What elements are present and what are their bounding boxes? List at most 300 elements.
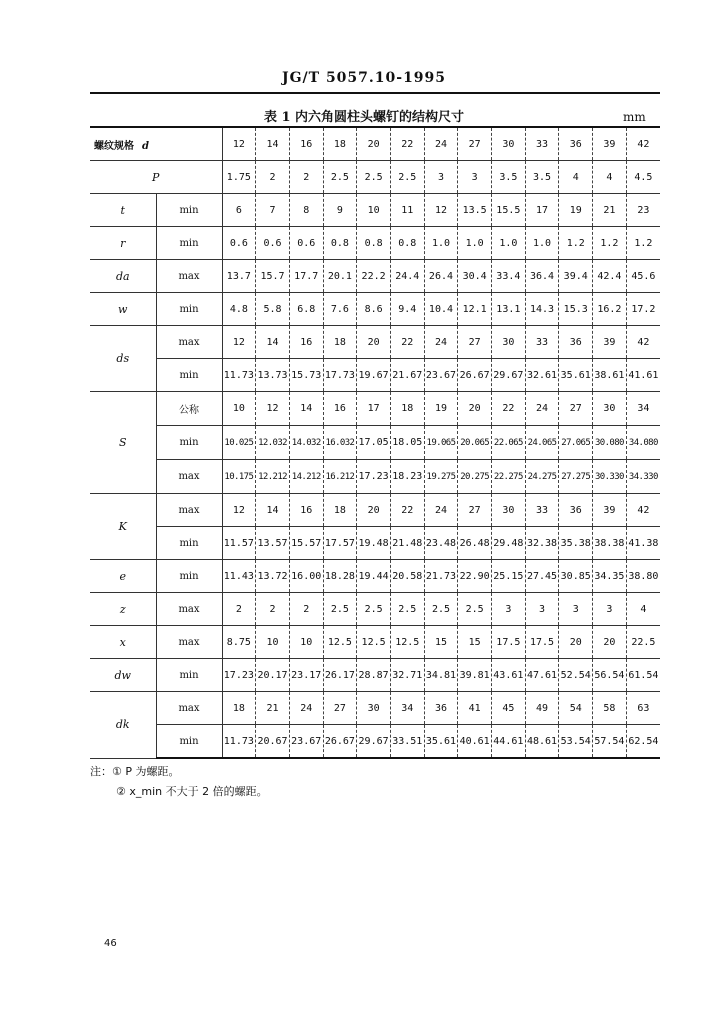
value-cell: 1.75 [222,161,256,194]
value-cell: 27.45 [525,560,559,593]
value-cell: 26.67 [323,725,357,759]
value-cell: 34.35 [593,560,627,593]
row-limit-label: max [156,692,222,725]
value-cell: 42 [626,494,660,527]
value-cell: 0.6 [222,227,256,260]
value-cell: 1.2 [593,227,627,260]
value-cell: 17.5 [492,626,526,659]
value-cell: 10 [357,194,391,227]
value-cell: 6 [222,194,256,227]
row-symbol: r [90,227,156,260]
value-cell: 16 [289,326,323,359]
value-cell: 43.61 [492,659,526,692]
value-cell: 19.48 [357,527,391,560]
row-symbol: da [90,260,156,293]
size-header-cell: 42 [626,127,660,161]
value-cell: 12.5 [323,626,357,659]
value-cell: 21 [256,692,290,725]
value-cell: 3 [525,593,559,626]
value-cell: 18.28 [323,560,357,593]
table-row [90,527,660,560]
value-cell: 14.032 [289,426,323,460]
row-symbol: dk [90,692,156,759]
value-cell: 29.67 [357,725,391,759]
value-cell: 19.275 [424,460,458,494]
value-cell: 15 [424,626,458,659]
value-cell: 24.275 [525,460,559,494]
value-cell: 3.5 [525,161,559,194]
value-cell: 16 [323,392,357,426]
value-cell: 19 [424,392,458,426]
value-cell: 32.71 [390,659,424,692]
note-1: 注：① P 为螺距。 [90,765,180,778]
value-cell: 20.1 [323,260,357,293]
value-cell: 22.5 [626,626,660,659]
row-limit-label: max [156,626,222,659]
value-cell: 21 [593,194,627,227]
table-notes [90,762,268,802]
value-cell: 1.0 [492,227,526,260]
value-cell: 41 [458,692,492,725]
value-cell: 30 [492,326,526,359]
size-header-cell: 18 [323,127,357,161]
value-cell: 16.2 [593,293,627,326]
value-cell: 17.23 [357,460,391,494]
table-row [90,392,660,426]
value-cell: 13.73 [256,359,290,392]
value-cell: 2.5 [323,593,357,626]
row-limit-label: min [156,560,222,593]
table-row [90,426,660,460]
value-cell: 17.2 [626,293,660,326]
value-cell: 15.73 [289,359,323,392]
row-symbol: K [90,494,156,560]
size-header-cell: 20 [357,127,391,161]
value-cell: 3 [492,593,526,626]
value-cell: 56.54 [593,659,627,692]
value-cell: 3.5 [492,161,526,194]
table-row [90,692,660,725]
value-cell: 33.4 [492,260,526,293]
value-cell: 33.51 [390,725,424,759]
value-cell: 12.032 [256,426,290,460]
table-row [90,626,660,659]
value-cell: 16.032 [323,426,357,460]
page-number: 46 [104,938,117,949]
value-cell: 13.57 [256,527,290,560]
value-cell: 26.67 [458,359,492,392]
value-cell: 10 [222,392,256,426]
value-cell: 13.7 [222,260,256,293]
value-cell: 4.8 [222,293,256,326]
thread-spec-symbol: d [142,140,149,152]
value-cell: 53.54 [559,725,593,759]
value-cell: 36 [559,326,593,359]
row-limit-label: min [156,359,222,392]
row-symbol: P [90,161,222,194]
table-row [90,593,660,626]
value-cell: 20.67 [256,725,290,759]
value-cell: 52.54 [559,659,593,692]
value-cell: 27 [458,494,492,527]
value-cell: 17 [357,392,391,426]
row-limit-label: min [156,527,222,560]
value-cell: 8.75 [222,626,256,659]
value-cell: 22.2 [357,260,391,293]
size-header-cell: 30 [492,127,526,161]
value-cell: 1.0 [525,227,559,260]
row-limit-label: min [156,194,222,227]
value-cell: 30 [593,392,627,426]
value-cell: 14.212 [289,460,323,494]
value-cell: 34 [390,692,424,725]
standard-number: JG/T 5057.10-1995 [281,70,447,86]
value-cell: 27 [559,392,593,426]
row-limit-label: min [156,293,222,326]
value-cell: 24.065 [525,426,559,460]
value-cell: 13.1 [492,293,526,326]
size-header-cell: 14 [256,127,290,161]
value-cell: 10.175 [222,460,256,494]
value-cell: 27 [458,326,492,359]
value-cell: 20 [458,392,492,426]
value-cell: 35.61 [424,725,458,759]
value-cell: 33 [525,494,559,527]
value-cell: 16.212 [323,460,357,494]
value-cell: 61.54 [626,659,660,692]
value-cell: 9 [323,194,357,227]
size-header-cell: 36 [559,127,593,161]
value-cell: 24 [525,392,559,426]
value-cell: 11.43 [222,560,256,593]
value-cell: 36 [424,692,458,725]
value-cell: 39 [593,494,627,527]
value-cell: 10 [289,626,323,659]
row-limit-label: max [156,593,222,626]
value-cell: 0.6 [289,227,323,260]
value-cell: 14.3 [525,293,559,326]
value-cell: 32.61 [525,359,559,392]
value-cell: 24.4 [390,260,424,293]
value-cell: 17.05 [357,426,391,460]
value-cell: 10.4 [424,293,458,326]
value-cell: 17.5 [525,626,559,659]
value-cell: 2.5 [323,161,357,194]
value-cell: 0.8 [323,227,357,260]
value-cell: 34.080 [626,426,660,460]
value-cell: 2 [289,161,323,194]
value-cell: 26.48 [458,527,492,560]
row-symbol: x [90,626,156,659]
value-cell: 2.5 [390,161,424,194]
table-row [90,293,660,326]
value-cell: 36 [559,494,593,527]
value-cell: 21.48 [390,527,424,560]
value-cell: 12 [222,326,256,359]
value-cell: 6.8 [289,293,323,326]
value-cell: 49 [525,692,559,725]
row-limit-label: max [156,326,222,359]
value-cell: 12.5 [357,626,391,659]
value-cell: 2.5 [357,593,391,626]
value-cell: 8 [289,194,323,227]
size-header-cell: 33 [525,127,559,161]
value-cell: 2.5 [424,593,458,626]
value-cell: 45.6 [626,260,660,293]
value-cell: 30 [492,494,526,527]
thread-spec-label: 螺纹规格 [94,140,134,152]
value-cell: 12.5 [390,626,424,659]
value-cell: 54 [559,692,593,725]
value-cell: 26.17 [323,659,357,692]
value-cell: 20.17 [256,659,290,692]
value-cell: 48.61 [525,725,559,759]
value-cell: 23.67 [289,725,323,759]
value-cell: 14 [289,392,323,426]
value-cell: 2.5 [458,593,492,626]
value-cell: 1.2 [626,227,660,260]
value-cell: 18 [222,692,256,725]
value-cell: 58 [593,692,627,725]
value-cell: 4.5 [626,161,660,194]
table-row [90,494,660,527]
value-cell: 10 [256,626,290,659]
value-cell: 57.54 [593,725,627,759]
table-row [90,227,660,260]
value-cell: 18 [390,392,424,426]
value-cell: 20.275 [458,460,492,494]
value-cell: 4 [593,161,627,194]
table-row [90,560,660,593]
value-cell: 12 [256,392,290,426]
row-limit-label: max [156,460,222,494]
value-cell: 22.065 [492,426,526,460]
row-symbol: e [90,560,156,593]
table-row [90,161,660,194]
value-cell: 11.73 [222,359,256,392]
value-cell: 23 [626,194,660,227]
value-cell: 15.5 [492,194,526,227]
value-cell: 23.48 [424,527,458,560]
row-symbol: w [90,293,156,326]
value-cell: 42.4 [593,260,627,293]
value-cell: 19.44 [357,560,391,593]
value-cell: 23.67 [424,359,458,392]
value-cell: 12 [222,494,256,527]
value-cell: 30.4 [458,260,492,293]
header-rule [90,92,660,94]
value-cell: 10.025 [222,426,256,460]
row-limit-label: min [156,426,222,460]
table-row [90,326,660,359]
table-row [90,260,660,293]
value-cell: 13.72 [256,560,290,593]
value-cell: 39.4 [559,260,593,293]
value-cell: 29.67 [492,359,526,392]
value-cell: 12 [424,194,458,227]
value-cell: 20 [357,326,391,359]
size-header-cell: 39 [593,127,627,161]
size-header-cell: 16 [289,127,323,161]
value-cell: 0.8 [390,227,424,260]
value-cell: 12.212 [256,460,290,494]
value-cell: 29.48 [492,527,526,560]
table-row [90,659,660,692]
value-cell: 19.065 [424,426,458,460]
value-cell: 2.5 [357,161,391,194]
value-cell: 17.57 [323,527,357,560]
value-cell: 34.330 [626,460,660,494]
value-cell: 17.23 [222,659,256,692]
value-cell: 1.2 [559,227,593,260]
value-cell: 63 [626,692,660,725]
value-cell: 20 [559,626,593,659]
value-cell: 20 [357,494,391,527]
value-cell: 35.61 [559,359,593,392]
unit-label: mm [623,110,646,124]
value-cell: 28.87 [357,659,391,692]
row-symbol: t [90,194,156,227]
table-row [90,725,660,759]
value-cell: 22.90 [458,560,492,593]
row-limit-label: 公称 [156,392,222,426]
value-cell: 30.080 [593,426,627,460]
value-cell: 38.61 [593,359,627,392]
row-limit-label: max [156,494,222,527]
value-cell: 2 [256,593,290,626]
value-cell: 14 [256,326,290,359]
value-cell: 0.6 [256,227,290,260]
value-cell: 41.61 [626,359,660,392]
value-cell: 7 [256,194,290,227]
table-header-row [90,127,660,161]
row-symbol: z [90,593,156,626]
value-cell: 17.73 [323,359,357,392]
value-cell: 7.6 [323,293,357,326]
value-cell: 18 [323,326,357,359]
size-header-cell: 27 [458,127,492,161]
value-cell: 15 [458,626,492,659]
value-cell: 38.38 [593,527,627,560]
value-cell: 16 [289,494,323,527]
value-cell: 21.73 [424,560,458,593]
note-2: ② x_min 不大于 2 倍的螺距。 [116,785,268,798]
row-symbol: dw [90,659,156,692]
size-header-cell: 24 [424,127,458,161]
value-cell: 47.61 [525,659,559,692]
value-cell: 32.38 [525,527,559,560]
value-cell: 36.4 [525,260,559,293]
value-cell: 15.57 [289,527,323,560]
value-cell: 38.80 [626,560,660,593]
value-cell: 25.15 [492,560,526,593]
value-cell: 20.065 [458,426,492,460]
value-cell: 62.54 [626,725,660,759]
value-cell: 8.6 [357,293,391,326]
value-cell: 15.3 [559,293,593,326]
value-cell: 33 [525,326,559,359]
row-symbol: ds [90,326,156,392]
value-cell: 9.4 [390,293,424,326]
value-cell: 16.00 [289,560,323,593]
value-cell: 23.17 [289,659,323,692]
value-cell: 11 [390,194,424,227]
size-header-cell: 22 [390,127,424,161]
value-cell: 11.57 [222,527,256,560]
value-cell: 35.38 [559,527,593,560]
value-cell: 20.58 [390,560,424,593]
value-cell: 20 [593,626,627,659]
value-cell: 2.5 [390,593,424,626]
value-cell: 45 [492,692,526,725]
value-cell: 12.1 [458,293,492,326]
value-cell: 30.330 [593,460,627,494]
size-header-cell: 12 [222,127,256,161]
value-cell: 18.23 [390,460,424,494]
value-cell: 27 [323,692,357,725]
value-cell: 11.73 [222,725,256,759]
value-cell: 30 [357,692,391,725]
value-cell: 15.7 [256,260,290,293]
value-cell: 27.065 [559,426,593,460]
row-symbol: S [90,392,156,494]
value-cell: 3 [458,161,492,194]
table-row [90,359,660,392]
value-cell: 39 [593,326,627,359]
row-limit-label: min [156,659,222,692]
value-cell: 34 [626,392,660,426]
table-row [90,460,660,494]
value-cell: 19 [559,194,593,227]
value-cell: 17.7 [289,260,323,293]
value-cell: 39.81 [458,659,492,692]
value-cell: 17 [525,194,559,227]
value-cell: 3 [559,593,593,626]
value-cell: 18 [323,494,357,527]
value-cell: 24 [424,326,458,359]
value-cell: 27.275 [559,460,593,494]
value-cell: 22 [390,494,424,527]
value-cell: 3 [593,593,627,626]
value-cell: 2 [256,161,290,194]
value-cell: 5.8 [256,293,290,326]
row-limit-label: min [156,725,222,759]
value-cell: 18.05 [390,426,424,460]
value-cell: 22 [492,392,526,426]
value-cell: 1.0 [458,227,492,260]
value-cell: 2 [222,593,256,626]
value-cell: 21.67 [390,359,424,392]
value-cell: 22 [390,326,424,359]
value-cell: 44.61 [492,725,526,759]
value-cell: 2 [289,593,323,626]
value-cell: 26.4 [424,260,458,293]
table-row [90,194,660,227]
value-cell: 4 [559,161,593,194]
value-cell: 34.81 [424,659,458,692]
value-cell: 4 [626,593,660,626]
value-cell: 1.0 [424,227,458,260]
value-cell: 0.8 [357,227,391,260]
value-cell: 13.5 [458,194,492,227]
dimensions-table [90,126,660,759]
value-cell: 24 [289,692,323,725]
value-cell: 30.85 [559,560,593,593]
value-cell: 22.275 [492,460,526,494]
value-cell: 40.61 [458,725,492,759]
table-caption: 表 1 内六角圆柱头螺钉的结构尺寸 [263,110,465,125]
value-cell: 24 [424,494,458,527]
